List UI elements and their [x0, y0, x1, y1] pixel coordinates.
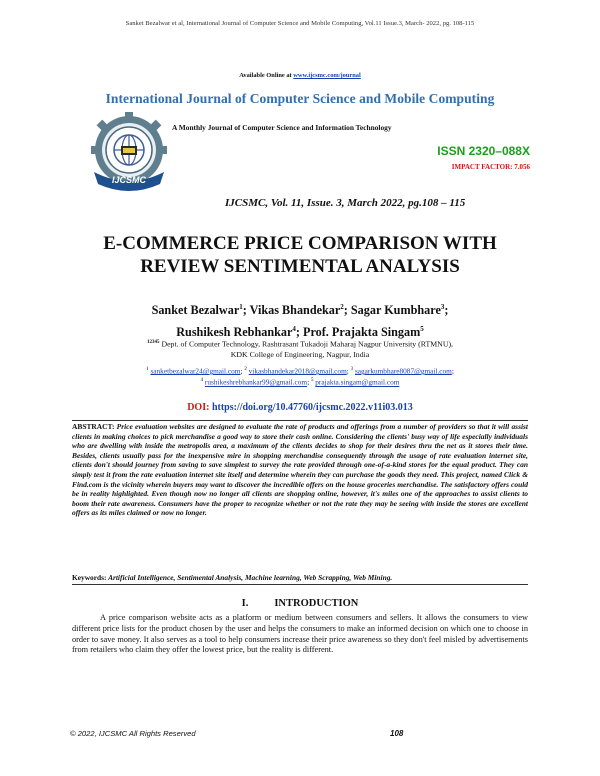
affiliation-text-1: Dept. of Computer Technology, Rashtrasant Tukadoji Maharaj Nagpur University (RTMNU), — [159, 339, 453, 349]
author-name: Vikas Bhandekar — [249, 303, 341, 318]
affiliation-sup: 12345 — [147, 340, 160, 345]
footer-page-number: 108 — [390, 729, 404, 738]
email-line-1: $^1$ sanketbezalwar24@gmail.com; $^2$ vikasbhandekar2018@gmail.com; $^3$ sagarkumbhare8087@gmail.com; — [146, 366, 454, 376]
paper-title-line-1: E-COMMERCE PRICE COMPARISON WITH — [103, 233, 497, 254]
doi-link[interactable]: https://doi.org/10.47760/ijcsmc.2022.v11i03.013 — [211, 402, 413, 413]
footer-copyright: © 2022, IJCSMC All Rights Reserved — [70, 729, 196, 738]
paper-title-line-2: REVIEW SENTIMENTAL ANALYSIS — [140, 256, 460, 277]
abstract-text: Price evaluation websites are designed to evaluate the rate of products and offerings from a number of providers so that it will assist clients in making choices to pick merchandise a good way to store their cash online. Considering the clients' busy way of life especially individuals who are dwelling with inside the metropolis area, a maximum of the clients decides to shop for their desires thru the net as it stores their time. Besides, clients usually pass for the inexpensive mire in shopping merchandise consequently through the usage of rate evaluation internet site, clients don't should journey from saving to save simplest to survey the rate provided through one-of-a-kind stores for the equal product. They can simply test it from the rate evaluation internet site itself and determine wherein they can purchase the goods they need. This project, named Click & Find.com is the vicinity wherein buyers may want to discover the incredible offers on the house groceries merchandise. The satisfactory offers could be in reality highlighted. Even though now no longer all clients are shopping online, however, it's miles one of the approaches to assist clients to boom their rate awareness. Consumers have the proper to recognize whether or not the rate they may be seeing with inside the stores are excellent offers as its miles claimed or now no longer. — [72, 422, 528, 518]
abstract-top-rule — [72, 420, 528, 421]
section-heading — [0, 598, 600, 609]
citation-line: IJCSMC, Vol. 11, Issue. 3, March 2022, pg.108 – 115 — [225, 197, 466, 209]
affiliation — [0, 338, 600, 360]
available-prefix: Available Online at — [239, 72, 294, 79]
email-sup: 3 — [350, 367, 354, 372]
email-link[interactable]: rushikeshrebhankar99@gmail.com — [204, 377, 308, 387]
author-sep: ; — [444, 303, 449, 318]
paper-title — [0, 232, 600, 278]
section-number: I. — [241, 598, 249, 609]
author-name: Rushikesh Rebhankar — [176, 325, 293, 340]
email-link[interactable]: vikasbhandekar2018@gmail.com — [248, 366, 347, 376]
author-list — [0, 298, 600, 342]
journal-tagline: A Monthly Journal of Computer Science and Information Technology — [172, 123, 392, 132]
author-sup: 1 — [239, 303, 243, 311]
section-title: INTRODUCTION — [274, 598, 359, 609]
email-sup: 5 — [310, 378, 314, 384]
intro-paragraph: A price comparison website acts as a platform or medium between consumers and sellers. It allows the consumers to view different price lists for the product chosen by the user and helps the consumers to make an informed decision on which one to choose in order to save money. It also serves as a tool to help consumers increase their price awareness so they don't feel misled by advertisements from retailers who claim they offer the lowest price, but the reality is different. — [72, 613, 528, 655]
doi — [0, 402, 600, 413]
author-line-1 — [0, 298, 600, 320]
email-sup: 2 — [244, 367, 247, 372]
author-sep: ; — [295, 325, 304, 340]
author-sup: 4 — [292, 325, 296, 334]
author-name: Prof. Prajakta Singam — [303, 325, 421, 340]
logo-text: IJCSMC — [111, 175, 147, 185]
author-sep: ; — [343, 303, 351, 318]
email-link[interactable]: sanketbezalwar24@gmail.com — [150, 366, 241, 376]
available-online — [0, 72, 600, 79]
affiliation-line-1 — [0, 338, 600, 350]
ijcsmc-logo — [88, 112, 170, 194]
abstract — [72, 422, 528, 518]
author-sep: ; — [242, 303, 250, 318]
journal-title: International Journal of Computer Science and Mobile Computing — [105, 91, 495, 106]
abstract-bottom-rule — [72, 584, 528, 585]
running-head: Sanket Bezalwar et al, International Journal of Computer Science and Mobile Computing, Vol.11 Issue.3, March- 2022, pg. 108-115 — [125, 20, 475, 27]
author-name: Sanket Bezalwar — [151, 303, 240, 318]
abstract-label: ABSTRACT: — [72, 422, 115, 431]
email-link[interactable]: sagarkumbhare8087@gmail.com — [354, 366, 452, 376]
author-sup: 3 — [440, 303, 445, 311]
keywords — [72, 573, 528, 582]
email-link[interactable]: prajakta.singam@gmail.com — [315, 377, 400, 387]
email-line-2: $^4$ rushikeshrebhankar99@gmail.com; $^5$ prajakta.singam@gmail.com — [200, 377, 400, 387]
author-sup: 5 — [420, 325, 424, 334]
author-name: Sagar Kumbhare — [350, 303, 441, 318]
author-emails — [0, 365, 600, 388]
keywords-text: Artificial Intelligence, Sentimental Analysis, Machine learning, Web Scrapping, Web Mining. — [106, 573, 393, 582]
author-sup: 2 — [340, 303, 344, 311]
doi-label: DOI: — [187, 402, 212, 413]
impact-factor: IMPACT FACTOR: 7.056 — [451, 163, 530, 171]
issn: ISSN 2320–088X — [437, 144, 530, 158]
email-sup: 4 — [200, 378, 204, 384]
journal-url-link[interactable]: www.ijcsmc.com/journal — [293, 72, 361, 79]
keywords-label: Keywords: — [72, 573, 107, 582]
email-sup: 1 — [146, 367, 149, 372]
affiliation-line-2: KDK College of Engineering, Nagpur, India — [230, 349, 370, 359]
